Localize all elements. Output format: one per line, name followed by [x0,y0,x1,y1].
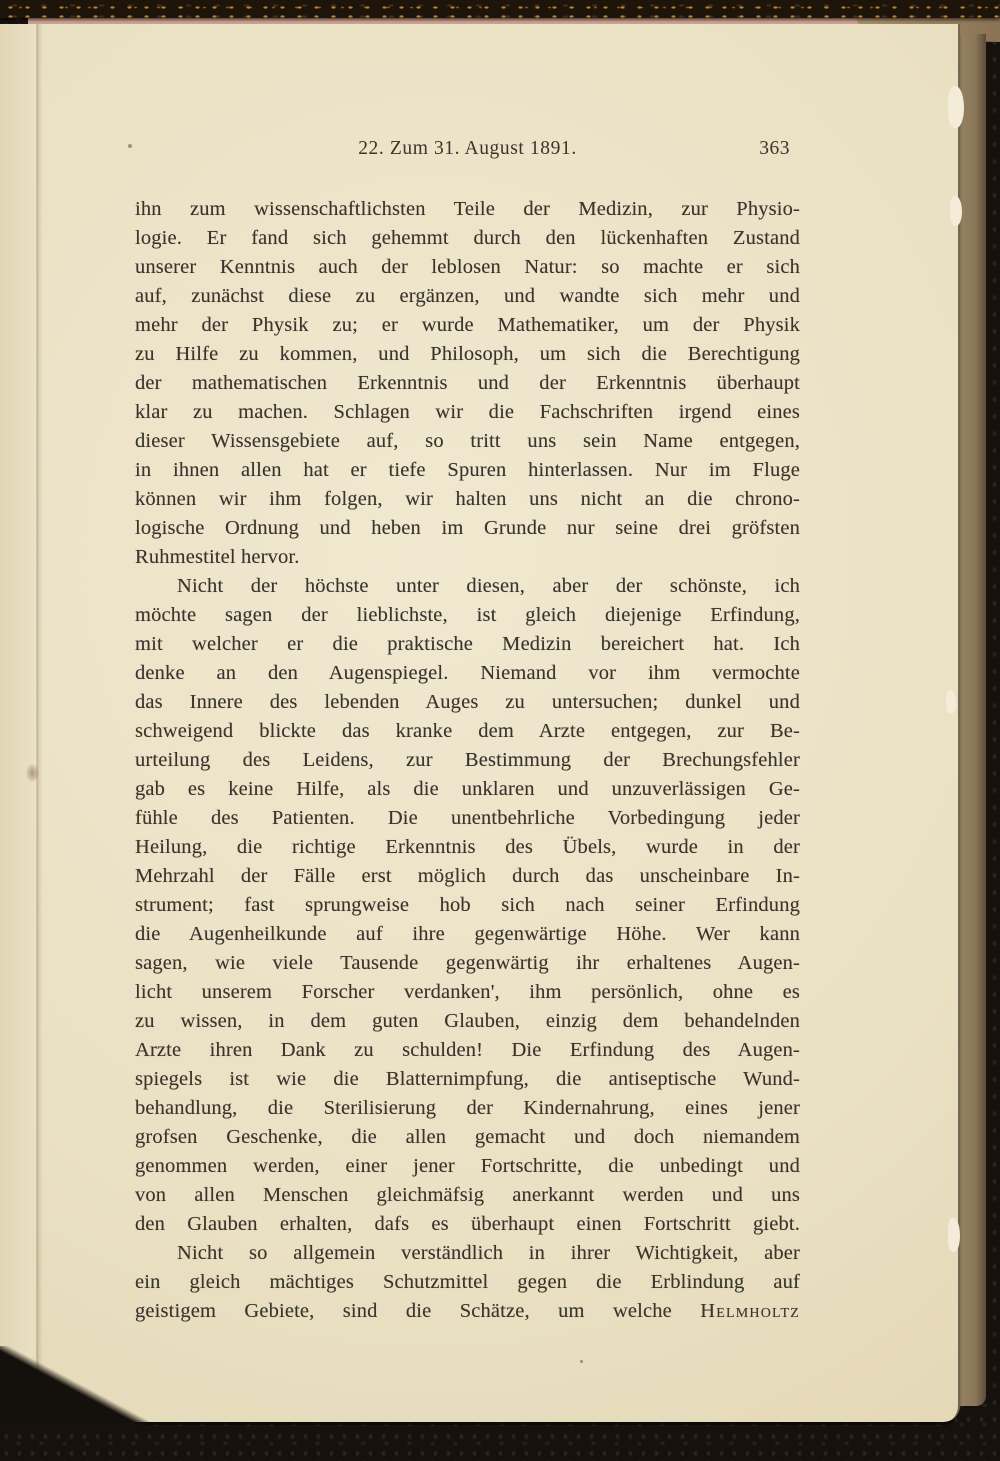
paper-speck [128,144,132,148]
text-line: logische Ordnung und heben im Grunde nur seine drei gröfsten [135,517,800,539]
paper-speck [580,1360,583,1363]
margin-smudge [26,764,39,782]
text-line: den Glauben erhalten, dafs es überhaupt einen Fortschritt giebt. [135,1213,800,1235]
book-page [0,24,960,1422]
text-line: das Innere des lebenden Auges zu untersuchen; dunkel und [135,691,800,713]
text-line: grofsen Geschenke, die allen gemacht und doch niemandem [135,1126,800,1148]
text-line: können wir ihm folgen, wir halten uns nicht an die chrono- [135,488,800,510]
text-line: logie. Er fand sich gehemmt durch den lückenhaften Zustand [135,227,800,249]
text-line: Heilung, die richtige Erkenntnis des Übels, wurde in der [135,836,800,858]
text-line: auf, zunächst diese zu ergänzen, und wandte sich mehr und [135,285,800,307]
torn-edge-chip [946,690,956,714]
text-line: in ihnen allen hat er tiefe Spuren hinterlassen. Nur im Fluge [135,459,800,481]
text-line: spiegels ist wie die Blatternimpfung, die antiseptische Wund- [135,1068,800,1090]
running-header [135,136,800,162]
page-content [135,136,800,1326]
body-text [135,195,800,1326]
bottom-corner-shadow [0,1346,150,1426]
text-line: zu wissen, in dem guten Glauben, einzig dem behandelnden [135,1010,800,1032]
text-line: zu Hilfe zu kommen, und Philosoph, um sich die Berechtigung [135,343,800,365]
page-gutter-fold [0,24,56,1422]
text-line: ein gleich mächtiges Schutzmittel gegen die Erblindung auf [135,1271,800,1293]
text-line: licht unserem Forscher verdanken', ihm persönlich, ohne es [135,981,800,1003]
text-line: strument; fast sprungweise hob sich nach seiner Erfindung [135,894,800,916]
text-line: genommen werden, einer jener Fortschritte, die unbedingt und [135,1155,800,1177]
text-line: unserer Kenntnis auch der leblosen Natur: so machte er sich [135,256,800,278]
text-line: geistigem Gebiete, sind die Schätze, um welche Helmholtz [135,1300,800,1322]
text-line: Arzte ihren Dank zu schulden! Die Erfindung des Augen- [135,1039,800,1061]
text-line: mit welcher er die praktische Medizin bereichert hat. Ich [135,633,800,655]
page-number: 363 [759,138,790,159]
text-line: der mathematischen Erkenntnis und der Erkenntnis überhaupt [135,372,800,394]
text-line: Nicht der höchste unter diesen, aber der schönste, ich [177,575,800,597]
text-line: Ruhmestitel hervor. [135,546,300,568]
text-line: behandlung, die Sterilisierung der Kindernahrung, eines jener [135,1097,800,1119]
text-line: Mehrzahl der Fälle erst möglich durch das unscheinbare In- [135,865,800,887]
text-line: möchte sagen der lieblichste, ist gleich diejenige Erfindung, [135,604,800,626]
text-line: gab es keine Hilfe, als die unklaren und unzuverlässigen Ge- [135,778,800,800]
text-line: dieser Wissensgebiete auf, so tritt uns sein Name entgegen, [135,430,800,452]
chapter-header: 22. Zum 31. August 1891. [358,138,577,159]
text-line: denke an den Augenspiegel. Niemand vor ihm vermochte [135,662,800,684]
text-line: fühle des Patienten. Die unentbehrliche Vorbedingung jeder [135,807,800,829]
text-line: klar zu machen. Schlagen wir die Fachschriften irgend eines [135,401,800,423]
torn-edge-chip [948,1218,960,1252]
book-binding-top [0,0,1000,18]
text-line: mehr der Physik zu; er wurde Mathematiker, um der Physik [135,314,800,336]
text-line: schweigend blickte das kranke dem Arzte entgegen, zur Be- [135,720,800,742]
text-line: urteilung des Leidens, zur Bestimmung der Brechungsfehler [135,749,800,771]
torn-edge-chip [948,86,964,128]
torn-edge-chip [950,196,962,226]
text-line: Nicht so allgemein verständlich in ihrer Wichtigkeit, aber [177,1242,800,1264]
text-line: ihn zum wissenschaftlichsten Teile der Medizin, zur Physio- [135,198,800,220]
text-line: von allen Menschen gleichmäfsig anerkannt werden und uns [135,1184,800,1206]
text-line: sagen, wie viele Tausende gegenwärtig ihr erhaltenes Augen- [135,952,800,974]
text-line: die Augenheilkunde auf ihre gegenwärtige Höhe. Wer kann [135,923,800,945]
